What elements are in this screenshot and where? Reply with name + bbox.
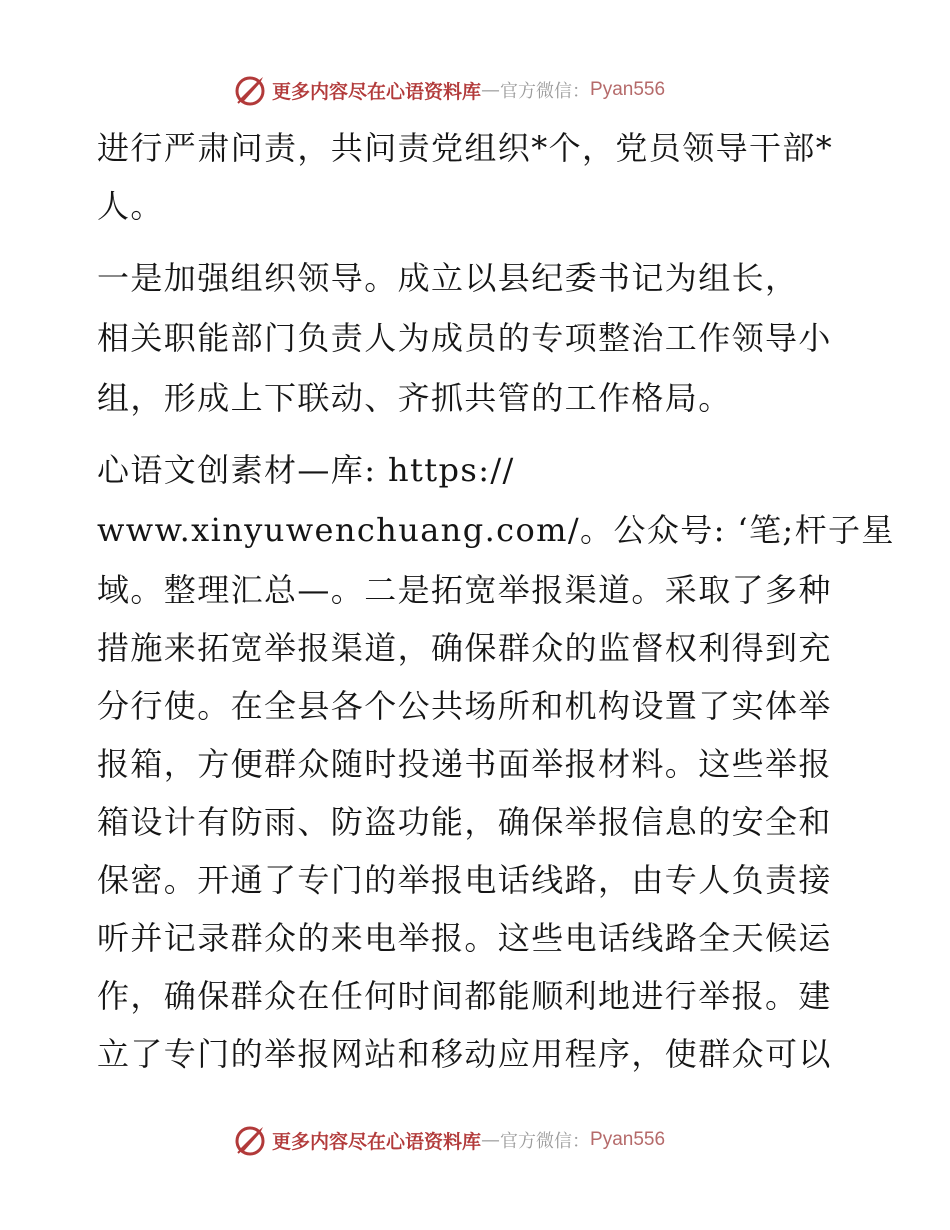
text-line: 听并记录群众的来电举报。这些电话线路全天候运 xyxy=(97,919,832,957)
pen-logo-icon xyxy=(234,1123,268,1157)
text-line: 心语文创素材—库: https:// xyxy=(97,451,515,489)
banner-wechat-id: Pyan556 xyxy=(590,79,666,100)
text-line: 措施来拓宽举报渠道，确保群众的监督权利得到充 xyxy=(97,629,832,667)
footer-banner xyxy=(234,1122,665,1158)
banner-wechat-label: 官方微信： xyxy=(500,1131,591,1152)
text-line: www.xinyuwenchuang.com/。公众号: ‘笔;杆子星 xyxy=(97,511,895,549)
text-line: 报箱，方便群众随时投递书面举报材料。这些举报 xyxy=(97,745,832,783)
header-banner xyxy=(234,72,665,108)
text-line: 组，形成上下联动、齐抓共管的工作格局。 xyxy=(97,379,732,417)
text-line: 域。整理汇总—。二是拓宽举报渠道。采取了多种 xyxy=(97,571,832,609)
banner-main-text: 更多内容尽在心语资料库 xyxy=(272,80,482,103)
banner-main-text: 更多内容尽在心语资料库 xyxy=(272,1130,482,1153)
text-line: 一是加强组织领导。成立以县纪委书记为组长， xyxy=(97,259,799,297)
text-line: 进行严肃问责，共问责党组织*个，党员领导干部* xyxy=(97,129,834,167)
text-line: 相关职能部门负责人为成员的专项整治工作领导小 xyxy=(97,319,832,357)
text-line: 保密。开通了专门的举报电话线路，由专人负责接 xyxy=(97,861,832,899)
text-line: 箱设计有防雨、防盗功能，确保举报信息的安全和 xyxy=(97,803,832,841)
banner-dash: — xyxy=(481,79,501,101)
text-line: 立了专门的举报网站和移动应用程序，使群众可以 xyxy=(97,1035,832,1073)
text-line: 人。 xyxy=(97,187,164,225)
banner-wechat-id: Pyan556 xyxy=(590,1129,666,1150)
text-line: 作，确保群众在任何时间都能顺利地进行举报。建 xyxy=(97,977,832,1015)
banner-dash: — xyxy=(481,1129,501,1151)
text-line: 分行使。在全县各个公共场所和机构设置了实体举 xyxy=(97,687,832,725)
banner-wechat-label: 官方微信： xyxy=(500,81,591,102)
pen-logo-icon xyxy=(234,73,268,107)
